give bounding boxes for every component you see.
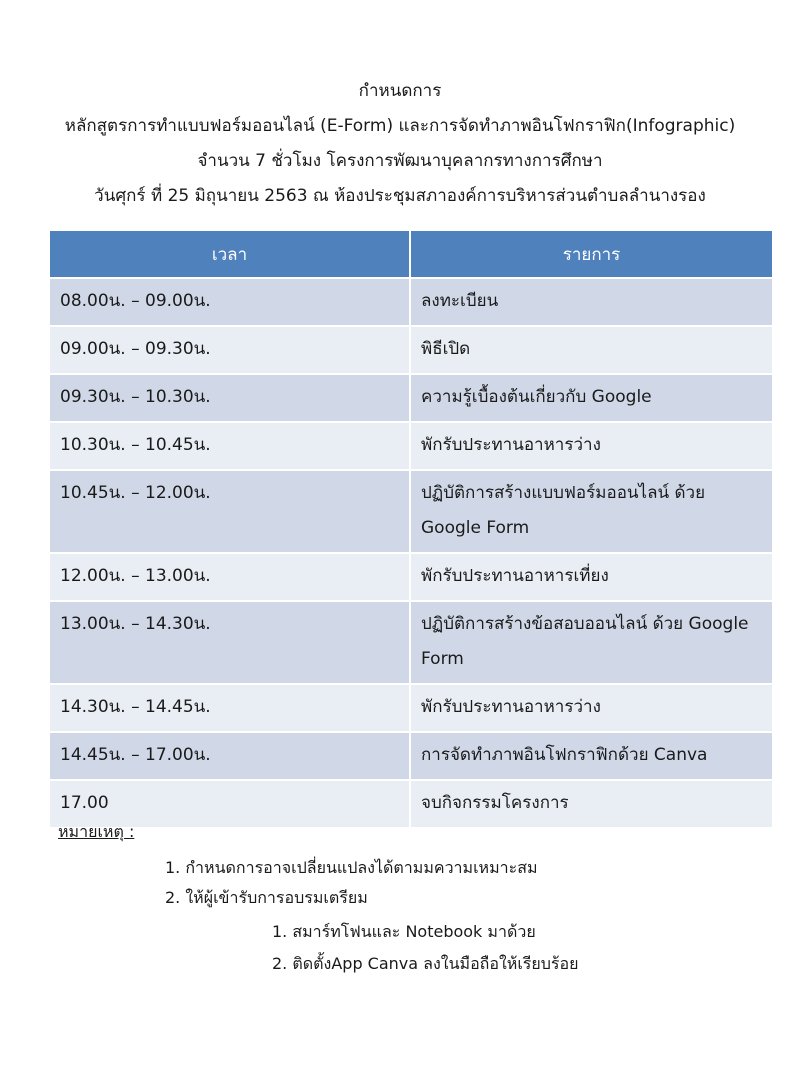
table-row xyxy=(50,553,772,601)
time-cell: 17.00 xyxy=(50,780,410,828)
time-cell: 14.30น. – 14.45น. xyxy=(50,684,410,732)
time-cell: 09.30น. – 10.30น. xyxy=(50,374,410,422)
table-row xyxy=(50,684,772,732)
time-cell: 13.00น. – 14.30น. xyxy=(50,601,410,684)
item-cell: ปฏิบัติการสร้างแบบฟอร์มออนไลน์ ด้วย Google Form xyxy=(410,470,772,553)
note-item: 2. ให้ผู้เข้ารับการอบรมเตรียม xyxy=(165,888,368,907)
item-cell: ปฏิบัติการสร้างข้อสอบออนไลน์ ด้วย Google Form xyxy=(410,601,772,684)
notes-title: หมายเหตุ : xyxy=(58,822,135,841)
item-cell: พักรับประทานอาหารว่าง xyxy=(410,684,772,732)
time-cell: 10.45น. – 12.00น. xyxy=(50,470,410,553)
table-row xyxy=(50,374,772,422)
time-cell: 10.30น. – 10.45น. xyxy=(50,422,410,470)
note-item: 1. กำหนดการอาจเปลี่ยนแปลงได้ตามมความเหมาะสม xyxy=(165,858,538,877)
time-cell: 12.00น. – 13.00น. xyxy=(50,553,410,601)
item-cell: พักรับประทานอาหารเที่ยง xyxy=(410,553,772,601)
table-header-row xyxy=(50,231,772,278)
item-cell: การจัดทำภาพอินโฟกราฟิกด้วย Canva xyxy=(410,732,772,780)
table-row xyxy=(50,732,772,780)
table-row xyxy=(50,601,772,684)
heading-date-venue: วันศุกร์ ที่ 25 มิถุนายน 2563 ณ ห้องประชุมสภาองค์การบริหารส่วนตำบลลำนางรอง xyxy=(94,186,706,206)
item-cell: จบกิจกรรมโครงการ xyxy=(410,780,772,828)
time-cell: 14.45น. – 17.00น. xyxy=(50,732,410,780)
table-row xyxy=(50,470,772,553)
table-row xyxy=(50,278,772,326)
document-heading xyxy=(0,74,800,214)
item-cell: พักรับประทานอาหารว่าง xyxy=(410,422,772,470)
item-cell: พิธีเปิด xyxy=(410,326,772,374)
heading-course-title: หลักสูตรการทำแบบฟอร์มออนไลน์ (E-Form) และการจัดทำภาพอินโฟกราฟิก(Infographic) xyxy=(64,116,736,136)
item-cell: ลงทะเบียน xyxy=(410,278,772,326)
item-cell: ความรู้เบื้องต้นเกี่ยวกับ Google xyxy=(410,374,772,422)
time-cell: 09.00น. – 09.30น. xyxy=(50,326,410,374)
time-cell: 08.00น. – 09.00น. xyxy=(50,278,410,326)
column-header-time: เวลา xyxy=(50,231,410,278)
table-row xyxy=(50,422,772,470)
column-header-item: รายการ xyxy=(410,231,772,278)
table-row xyxy=(50,780,772,828)
table-row xyxy=(50,326,772,374)
note-subitem: 1. สมาร์ทโฟนและ Notebook มาด้วย xyxy=(272,922,536,941)
note-subitem: 2. ติดตั้งApp Canva ลงในมือถือให้เรียบร้อย xyxy=(272,954,579,973)
heading-schedule: กำหนดการ xyxy=(358,81,442,101)
heading-duration: จำนวน 7 ชั่วโมง โครงการพัฒนาบุคลากรทางการศึกษา xyxy=(197,151,603,171)
schedule-table xyxy=(50,231,772,829)
